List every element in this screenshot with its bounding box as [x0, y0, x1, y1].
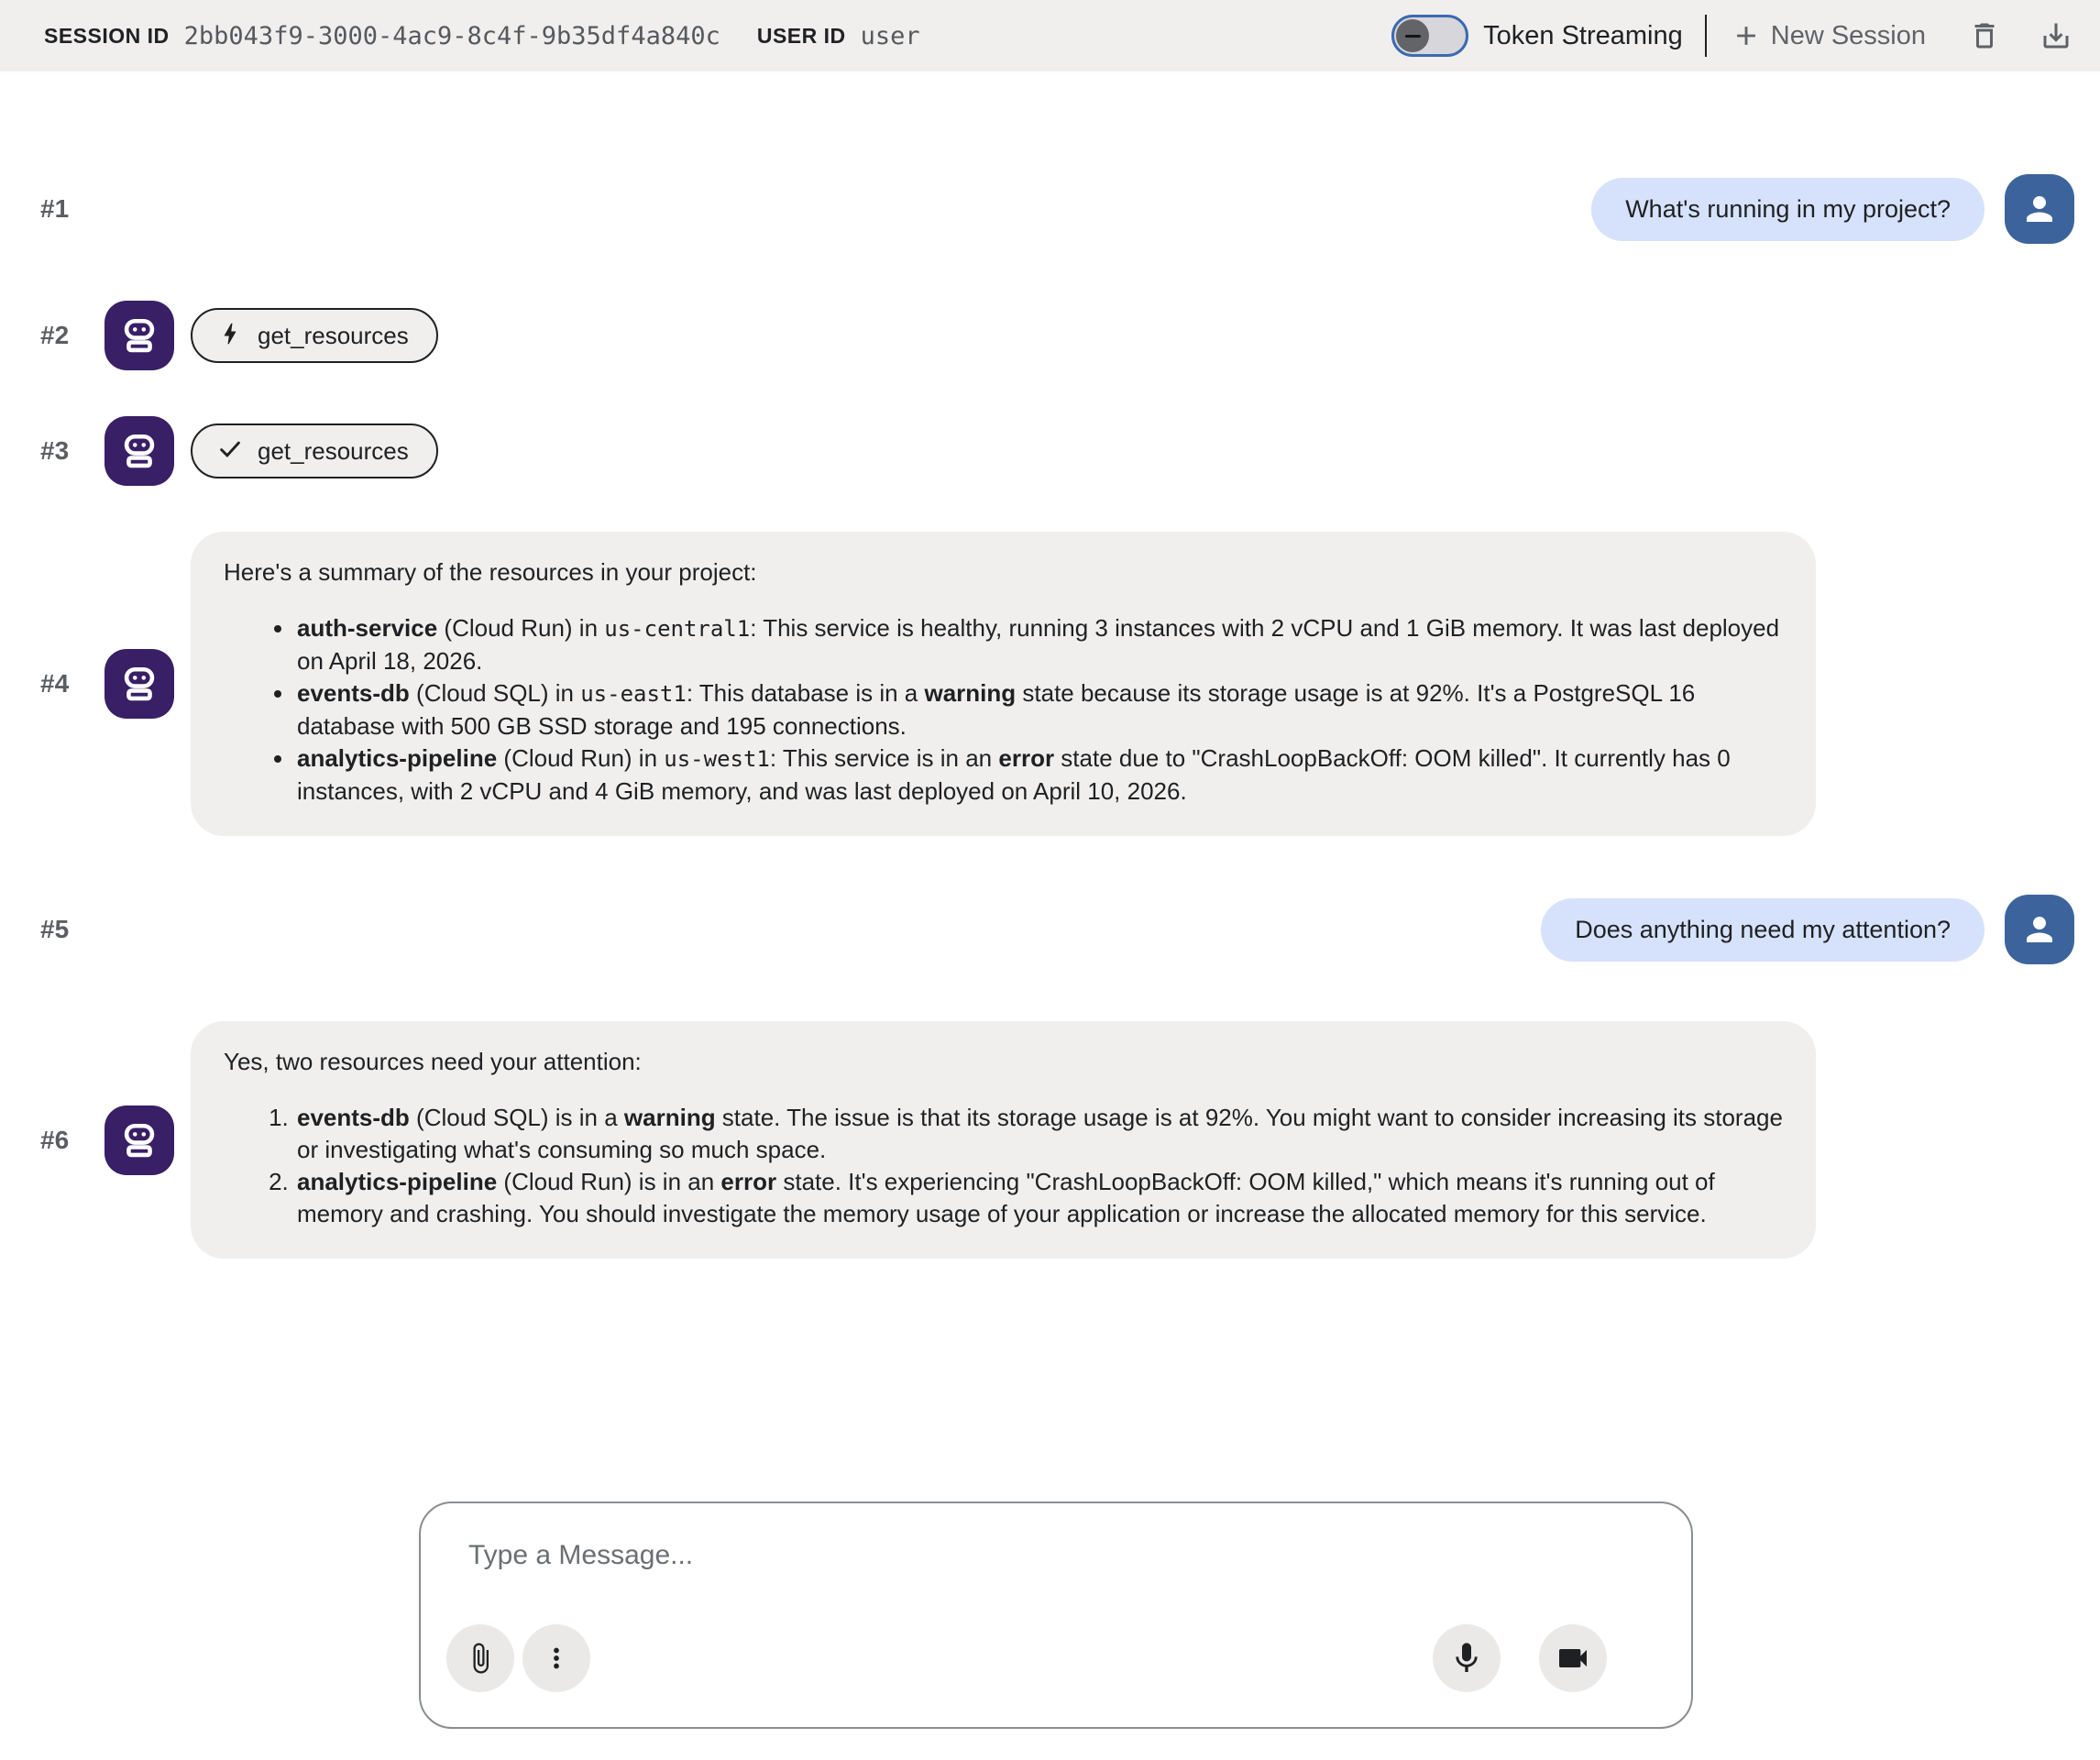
tool-name: get_resources	[258, 436, 409, 465]
user-message-row	[40, 895, 2074, 964]
video-button[interactable]	[1539, 1624, 1607, 1692]
agent-avatar	[104, 301, 174, 370]
delete-session-button[interactable]	[1968, 19, 2001, 52]
check-icon	[216, 435, 244, 468]
session-id-group	[44, 22, 720, 50]
agent-avatar	[104, 649, 174, 719]
session-id-value: 2bb043f9-3000-4ac9-8c4f-9b35df4a840c	[183, 21, 720, 50]
message-list	[224, 612, 1783, 808]
message-list-item: • events-db (Cloud SQL) in us-east1: This database is in a warning state because its storage usage is at 92%. It's a PostgreSQL 16 database with 500 GB SSD storage and 195 connections.	[295, 677, 1783, 742]
message-list-item: 1. events-db (Cloud SQL) is in a warning state. The issue is that its storage usage is at 92%. You might want to consider increasing its storage or investigating what's consuming so much space.	[295, 1102, 1783, 1166]
composer	[419, 1502, 1693, 1729]
person-icon	[2020, 190, 2059, 228]
agent-avatar	[104, 416, 174, 486]
download-icon	[2040, 19, 2073, 52]
message-intro: Yes, two resources need your attention:	[224, 1048, 642, 1075]
agent-message-bubble	[191, 1021, 1816, 1259]
toggle-thumb-icon	[1396, 19, 1429, 52]
message-list-item: • analytics-pipeline (Cloud Run) in us-west1: This service is in an error state due to "CrashLoopBackOff: OOM killed". It currently has 0 instances, with 2 vCPU and 4 GiB memory, and was last deployed on April 10, 2026.	[295, 742, 1783, 808]
trash-icon	[1968, 19, 2001, 52]
robot-icon	[119, 1120, 159, 1160]
new-session-label: New Session	[1770, 20, 1926, 50]
session-id-label: SESSION ID	[44, 23, 170, 48]
agent-message-row	[40, 1021, 2074, 1259]
message-list-item: • auth-service (Cloud Run) in us-central1: This service is healthy, running 3 instances with 2 vCPU and 1 GiB memory. It was last deployed on April 18, 2026.	[295, 612, 1783, 677]
event-index: #6	[40, 1125, 70, 1154]
robot-icon	[119, 315, 159, 356]
chat-transcript	[0, 72, 2100, 1259]
event-index: #2	[40, 321, 70, 349]
tool-name: get_resources	[258, 321, 409, 349]
attach-icon	[464, 1642, 497, 1675]
agent-message-bubble	[191, 532, 1816, 836]
agent-message-row	[40, 532, 2074, 836]
token-streaming-toggle[interactable]	[1391, 15, 1468, 57]
token-streaming-label: Token Streaming	[1483, 20, 1683, 50]
user-avatar	[2005, 895, 2074, 964]
minus-icon	[1405, 35, 1421, 38]
event-index: #1	[40, 194, 70, 223]
user-message-bubble: What's running in my project?	[1591, 178, 1985, 241]
user-avatar	[2005, 174, 2074, 244]
robot-icon	[119, 664, 159, 704]
user-id-group	[757, 22, 920, 50]
message-list-item: 2. analytics-pipeline (Cloud Run) is in an error state. It's experiencing "CrashLoopBackOff: OOM killed," which means it's running out of memory and crashing. You should investigate the memory usage of your application or increase the allocated memory for this service.	[295, 1166, 1783, 1230]
tool-call-chip[interactable]	[191, 424, 438, 478]
agent-tool-row	[40, 301, 2074, 370]
agent-avatar	[104, 1106, 174, 1175]
tool-call-chip[interactable]	[191, 308, 438, 363]
attach-file-button[interactable]	[446, 1624, 514, 1692]
agent-tool-row	[40, 416, 2074, 486]
user-id-value: user	[860, 21, 920, 50]
user-message-row	[40, 174, 2074, 244]
message-intro: Here's a summary of the resources in your project:	[224, 558, 757, 586]
more-options-button[interactable]	[522, 1624, 590, 1692]
event-index: #5	[40, 915, 70, 943]
video-camera-icon	[1555, 1640, 1591, 1677]
user-message-bubble: Does anything need my attention?	[1541, 898, 1985, 962]
session-header	[0, 0, 2100, 72]
person-icon	[2020, 910, 2059, 949]
robot-icon	[119, 431, 159, 471]
user-id-label: USER ID	[756, 23, 846, 48]
export-session-button[interactable]	[2040, 19, 2073, 52]
event-index: #3	[40, 436, 70, 465]
header-divider	[1705, 15, 1707, 57]
mic-button[interactable]	[1433, 1624, 1501, 1692]
message-list	[224, 1102, 1783, 1230]
event-index: #4	[40, 669, 70, 698]
more-vert-icon	[541, 1643, 572, 1674]
plus-icon	[1731, 20, 1762, 51]
mic-icon	[1448, 1640, 1485, 1677]
message-input[interactable]	[468, 1540, 1647, 1571]
bolt-icon	[216, 320, 244, 352]
new-session-button[interactable]	[1731, 20, 1926, 51]
